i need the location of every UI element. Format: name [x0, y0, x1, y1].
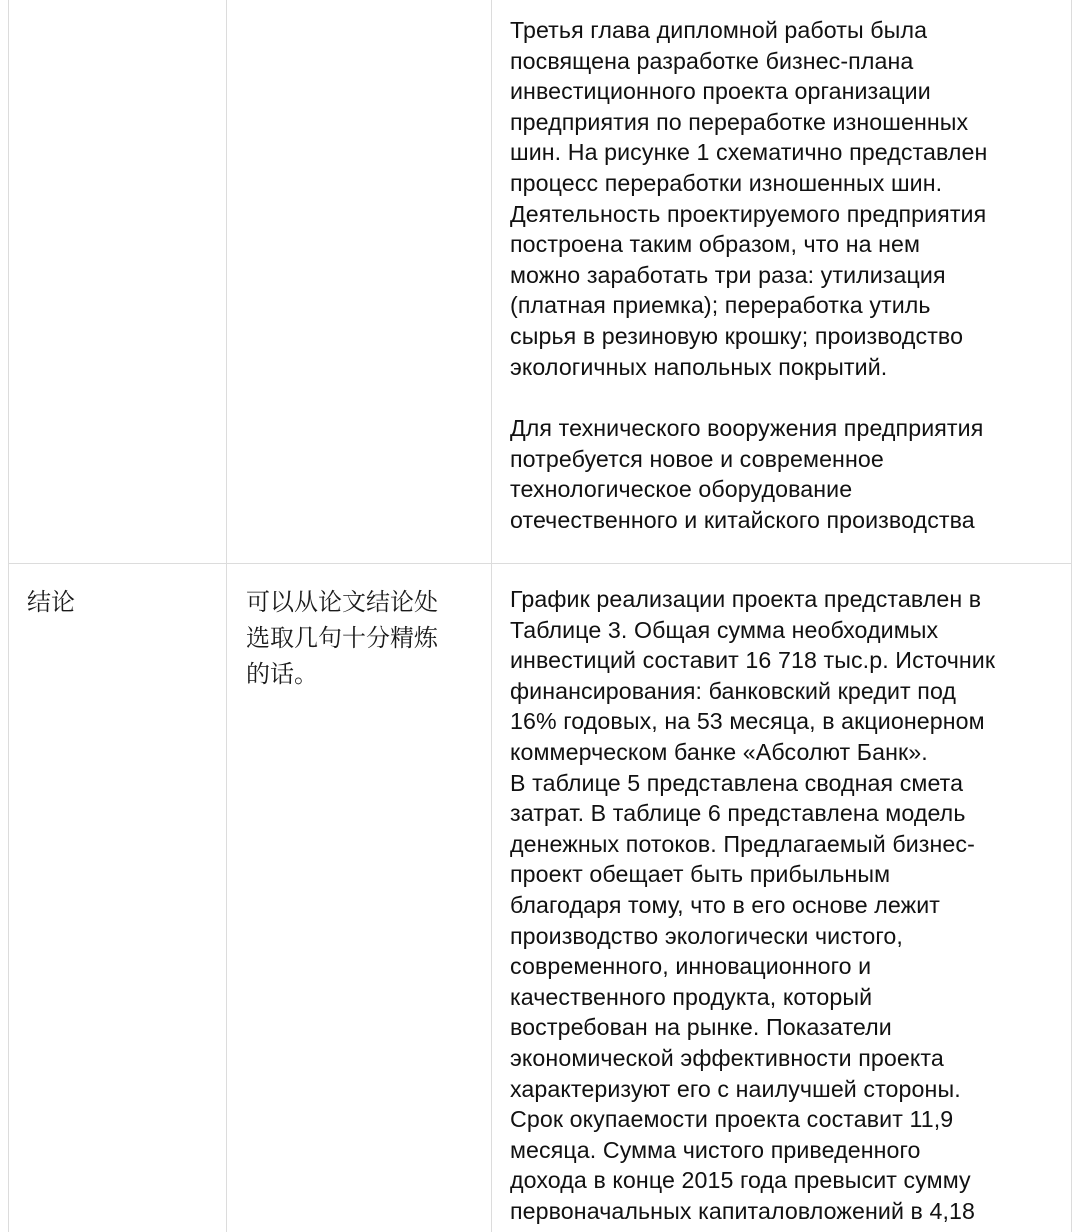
row2-note-cell	[246, 584, 486, 692]
note-line: 选取几句十分精炼	[246, 624, 438, 652]
row1-paragraph-1	[510, 15, 1065, 382]
text-line: В таблице 5 представлена сводная смета	[510, 769, 964, 796]
row1-content-cell	[510, 15, 1065, 536]
table-border-right	[1071, 0, 1072, 1232]
text-line: месяца. Сумма чистого приведенного	[510, 1136, 921, 1163]
text-line: процесс переработки изношенных шин.	[510, 169, 943, 196]
text-line: дохода в конце 2015 года превысит сумму	[510, 1167, 971, 1194]
table-column-divider-2	[491, 0, 492, 1232]
row2-content-cell	[510, 584, 1065, 1226]
text-line: 16% годовых, на 53 месяца, в акционерном	[510, 708, 985, 735]
text-line: Для технического вооружения предприятия	[510, 415, 984, 442]
note-line: 的话。	[246, 660, 318, 688]
text-line: качественного продукта, который	[510, 983, 873, 1010]
text-line: Деятельность проектируемого предприятия	[510, 200, 987, 227]
text-line: производство экологически чистого,	[510, 922, 903, 949]
text-line: построена таким образом, что на нем	[510, 231, 921, 258]
text-line: отечественного и китайского производства	[510, 506, 975, 533]
row1-paragraph-2	[510, 413, 1065, 535]
row2-label-cell	[27, 584, 217, 620]
text-line: Таблице 3. Общая сумма необходимых	[510, 616, 939, 643]
text-line: денежных потоков. Предлагаемый бизнес-	[510, 830, 975, 857]
text-line: технологическое оборудование	[510, 476, 853, 503]
text-line: характеризуют его с наилучшей стороны.	[510, 1075, 961, 1102]
text-line: экономической эффективности проекта	[510, 1044, 944, 1071]
table-border-left	[8, 0, 9, 1232]
table-row-divider	[8, 563, 1072, 564]
table-column-divider-1	[226, 0, 227, 1232]
text-line: благодаря тому, что в его основе лежит	[510, 891, 941, 918]
text-line: График реализации проекта представлен в	[510, 586, 982, 612]
text-line: (платная приемка); переработка утиль	[510, 292, 931, 319]
text-line: первоначальных капиталовложений в 4,18	[510, 1197, 976, 1224]
note-line: 可以从论文结论处	[246, 588, 438, 616]
text-line: инвестиционного проекта организации	[510, 78, 931, 105]
text-line: шин. На рисунке 1 схематично представлен	[510, 139, 988, 166]
text-line: Срок окупаемости проекта составит 11,9	[510, 1106, 954, 1133]
text-line: современного, инновационного и	[510, 953, 872, 980]
text-line: проект обещает быть прибыльным	[510, 861, 891, 888]
text-line: востребован на рынке. Показатели	[510, 1014, 892, 1041]
text-line: можно заработать три раза: утилизация	[510, 261, 946, 288]
text-line: посвящена разработке бизнес-плана	[510, 47, 914, 74]
text-line: инвестиций составит 16 718 тыс.р. Источник	[510, 647, 996, 674]
text-line: финансирования: банковский кредит под	[510, 677, 957, 704]
text-line: коммерческом банке «Абсолют Банк».	[510, 738, 928, 765]
text-line: экологичных напольных покрытий.	[510, 353, 888, 380]
text-line: предприятия по переработке изношенных	[510, 108, 969, 135]
text-line: Третья глава дипломной работы была	[510, 17, 928, 43]
text-line: потребуется новое и современное	[510, 445, 884, 472]
text-line: сырья в резиновую крошку; производство	[510, 322, 964, 349]
text-line: затрат. В таблице 6 представлена модель	[510, 800, 966, 827]
conclusion-label: 结论	[27, 588, 75, 616]
